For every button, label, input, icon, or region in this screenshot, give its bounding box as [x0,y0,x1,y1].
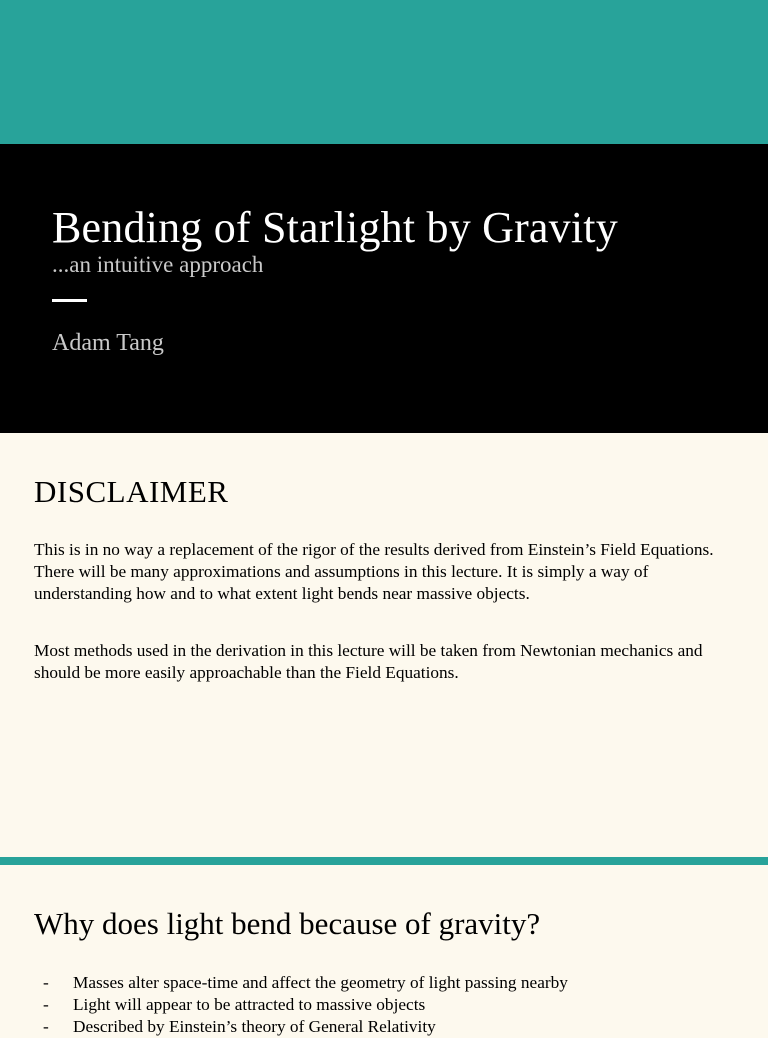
disclaimer-paragraph-2: Most methods used in the derivation in this lecture will be taken from Newtonian mechanics and should be more easily approachable than the Field Equations. [34,641,703,682]
disclaimer-heading: DISCLAIMER [34,474,229,509]
bullet-marker: - [43,973,49,992]
disclaimer-paragraph-1: This is in no way a replacement of the rigor of the results derived from Einstein’s Field Equations. There will be many approximations and assumptions in this lecture. It is simply a way of understanding how and to what extent light bends near massive objects. [34,540,714,603]
list-item [34,1016,568,1038]
bullet-text: Masses alter space-time and affect the geometry of light passing nearby [73,973,568,992]
title-divider-rule [52,299,87,302]
title-slide-accent-band [0,0,768,144]
bullet-list [34,972,568,1038]
bullet-text: Described by Einstein’s theory of General Relativity [73,1017,436,1036]
title-slide-block [0,144,768,433]
author-name: Adam Tang [52,330,164,356]
bullet-text: Light will appear to be attracted to massive objects [73,995,426,1014]
bullet-marker: - [43,1017,49,1036]
why-light-bends-heading: Why does light bend because of gravity? [34,906,541,941]
bullet-marker: - [43,995,49,1014]
presentation-title: Bending of Starlight by Gravity [52,203,618,252]
slide-separator [0,857,768,865]
list-item [34,994,568,1016]
list-item [34,972,568,994]
presentation-subtitle: ...an intuitive approach [52,252,264,277]
